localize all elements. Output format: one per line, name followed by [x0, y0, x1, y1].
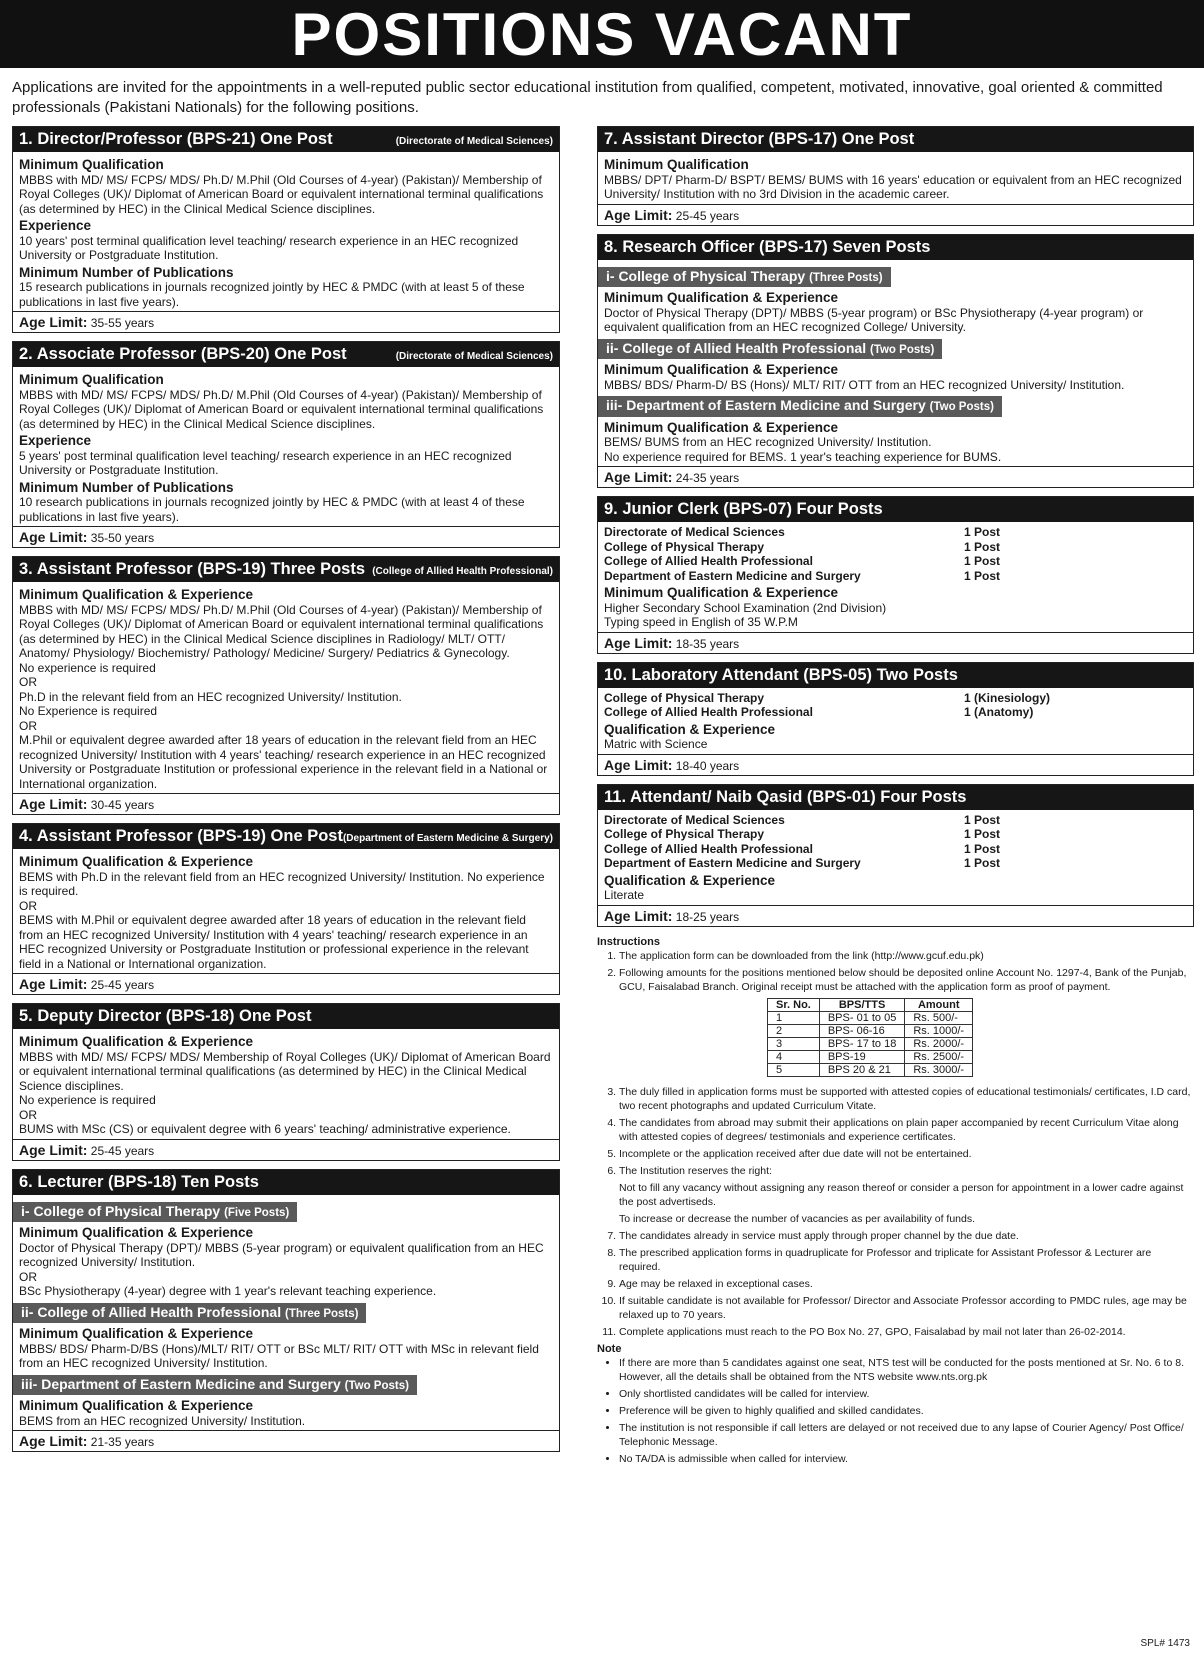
paragraph: Ph.D in the relevant field from an HEC recognized University/ Institution.	[19, 689, 402, 704]
unit-name: ii- College of Allied Health Professional	[21, 1303, 282, 1320]
unit: Directorate of Medical Sciences	[604, 812, 785, 827]
age-limit-label: Age Limit:	[604, 907, 673, 924]
instruction-subitem: To increase or decrease the number of vacancies as per availability of funds.	[619, 1212, 976, 1225]
section-body	[13, 582, 559, 793]
paragraph: OR	[19, 898, 37, 913]
unit-posts: (Three Posts)	[809, 271, 883, 284]
count: 1 Post	[964, 554, 1001, 568]
note-item-text: Only shortlisted candidates will be called for interview.	[619, 1387, 870, 1400]
fee-row	[768, 1063, 973, 1076]
section-title: 8. Research Officer (BPS-17) Seven Posts	[604, 237, 931, 256]
instructions-title: Instructions	[597, 935, 660, 948]
age-limit	[598, 632, 1193, 653]
section-body	[13, 1029, 559, 1139]
age-limit	[13, 973, 559, 994]
section-title: 2. Associate Professor (BPS-20) One Post	[19, 345, 347, 363]
position-section	[597, 662, 1194, 776]
subheading: Minimum Number of Publications	[19, 479, 234, 495]
unit-label	[13, 1202, 297, 1223]
section-title: 9. Junior Clerk (BPS-07) Four Posts	[604, 500, 883, 518]
subheading: Minimum Qualification & Experience	[604, 362, 839, 377]
paragraph: No experience required for BEMS. 1 year's teaching experience for BUMS.	[604, 449, 1002, 464]
allocation-row	[604, 813, 1187, 828]
subheading: Minimum Qualification	[19, 372, 164, 387]
unit: Directorate of Medical Sciences	[604, 525, 785, 539]
unit: College of Allied Health Professional	[604, 554, 813, 568]
unit-label	[13, 1303, 366, 1324]
paragraph: Doctor of Physical Therapy (DPT)/ MBBS (5-year program) or BSc Physiotherapy (4-year program) or equivalent qualification from an HEC recognized College/ University.	[604, 305, 1144, 334]
section-title: 3. Assistant Professor (BPS-19) Three Posts	[19, 560, 366, 578]
unit-name: i- College of Physical Therapy	[21, 1202, 221, 1219]
instruction-item-text: The candidates from abroad may submit their applications on plain paper accompanied by recent Curriculum Vitae along with attested copies of degrees/ testimonials and experience certificates.	[619, 1116, 1179, 1143]
paragraph: 5 years' post terminal qualification level teaching/ research experience in an HEC recognized University or Postgraduate Institution.	[19, 448, 512, 477]
age-limit-value: 18-40 years	[675, 758, 740, 773]
fee-cell: Rs. 1000/-	[905, 1024, 973, 1037]
fee-header: BPS/TTS	[819, 998, 905, 1011]
age-limit-value: 24-35 years	[675, 471, 740, 485]
section-department: (College of Allied Health Professional)	[372, 566, 553, 577]
paragraph: MBBS/ BDS/ Pharm-D/ BS (Hons)/ MLT/ RIT/ OTT from an HEC recognized University/ Institution.	[604, 377, 1125, 392]
note-item	[619, 1421, 1194, 1449]
instruction-item	[619, 1085, 1194, 1113]
instruction-item-text: The Institution reserves the right:	[619, 1164, 772, 1177]
fee-cell: 3	[768, 1037, 820, 1050]
instruction-item	[619, 1116, 1194, 1144]
instruction-item-text: If suitable candidate is not available for Professor/ Director and Associate Professor according to PMDC rules, age may be relaxed up to 70 years.	[619, 1294, 1187, 1321]
fee-cell: 1	[768, 1011, 820, 1024]
subheading: Minimum Qualification	[19, 157, 164, 172]
count: 1 (Anatomy)	[964, 705, 1034, 719]
instruction-item	[619, 1294, 1194, 1322]
note-item	[619, 1356, 1194, 1384]
allocation-row	[604, 856, 1187, 871]
subheading: Experience	[19, 433, 92, 448]
allocation-row	[604, 525, 1187, 540]
paragraph: MBBS with MD/ MS/ FCPS/ MDS/ Ph.D/ M.Phil (Old Courses of 4-year) (Pakistan)/ Membership of Royal Colleges (UK)/ Diplomat of American Board or equivalent international terminal qualifications (as determined by HEC) in the Clinical Medical Science disciplines.	[19, 172, 544, 216]
subheading: Minimum Qualification	[604, 157, 749, 172]
fee-header-row	[768, 998, 973, 1011]
paragraph: BUMS with MSc (CS) or equivalent degree with 6 years' teaching/ administrative experience.	[19, 1122, 511, 1136]
paragraph: No experience is required	[19, 1093, 156, 1107]
section-header	[13, 1170, 559, 1195]
unit-label-wrap	[604, 392, 1187, 418]
instruction-item-text: Following amounts for the positions mentioned below should be deposited online Account No. 1297-4, Bank of the Punjab, GCU, Faisalabad Branch. Original receipt must be attached with the application form as proof of payment.	[619, 966, 1187, 993]
paragraph: BEMS from an HEC recognized University/ Institution.	[19, 1413, 306, 1428]
fee-header: Sr. No.	[768, 998, 820, 1011]
instruction-item-text: Incomplete or the application received after due date will not be entertained.	[619, 1147, 972, 1160]
subheading: Minimum Qualification & Experience	[604, 290, 839, 305]
fee-cell: BPS- 01 to 05	[819, 1011, 905, 1024]
subheading: Experience	[19, 218, 92, 233]
fee-cell: BPS- 06-16	[819, 1024, 905, 1037]
paragraph: MBBS with MD/ MS/ FCPS/ MDS/ Ph.D/ M.Phil (Old Courses of 4-year) (Pakistan)/ Membership of Royal Colleges (UK)/ Diplomat of American Board or equivalent international terminal qualifications (as determined by HEC) in the Clinical Medical Science disciplines in Radiology/ MLT/ OTT/ Anatomy/ Physiology/ Biochemistry/ Pathology/ Medicine/ Surgery/ Pediatrics & Gynecology.	[19, 602, 544, 660]
unit-name: iii- Department of Eastern Medicine and Surgery	[21, 1375, 341, 1392]
age-limit-label: Age Limit:	[604, 756, 673, 773]
position-section	[597, 234, 1194, 489]
age-limit	[13, 526, 559, 547]
age-limit-value: 30-45 years	[90, 798, 155, 812]
instruction-item	[619, 1246, 1194, 1274]
paragraph: BEMS/ BUMS from an HEC recognized University/ Institution.	[604, 435, 932, 449]
count: 1 Post	[964, 568, 1001, 583]
age-limit	[598, 905, 1193, 926]
position-section	[12, 1169, 560, 1453]
section-header	[598, 497, 1193, 522]
unit: College of Allied Health Professional	[604, 705, 813, 719]
section-header	[598, 663, 1193, 688]
instructions-list-b	[597, 1085, 1194, 1226]
age-limit-label: Age Limit:	[19, 314, 88, 330]
section-header	[13, 557, 559, 582]
section-body	[13, 1195, 559, 1431]
instructions	[597, 935, 1194, 1466]
paragraph: OR	[19, 1269, 37, 1284]
paragraph: OR	[19, 675, 37, 689]
fee-header: Amount	[905, 998, 973, 1011]
unit-name: ii- College of Allied Health Professional	[606, 339, 867, 356]
fee-cell: BPS 20 & 21	[819, 1063, 905, 1076]
unit: College of Physical Therapy	[604, 690, 765, 705]
count: 1 Post	[964, 539, 1001, 554]
age-limit-label: Age Limit:	[19, 976, 88, 992]
age-limit-label: Age Limit:	[19, 796, 88, 812]
paragraph: MBBS with MD/ MS/ FCPS/ MDS/ Ph.D/ M.Phil (Old Courses of 4-year) (Pakistan)/ Membership of Royal Colleges (UK)/ Diplomat of American Board or equivalent international terminal qualifications (as determined by HEC) in the Clinical Medical Science disciplines.	[19, 387, 544, 431]
notes-list	[597, 1356, 1194, 1466]
reference-number: SPL# 1473	[1140, 1638, 1190, 1649]
note-item-text: No TA/DA is admissible when called for interview.	[619, 1452, 848, 1465]
fee-row	[768, 1011, 973, 1024]
paragraph: No experience is required	[19, 660, 156, 675]
age-limit	[13, 1430, 559, 1451]
note-item	[619, 1452, 1194, 1466]
subheading: Qualification & Experience	[604, 721, 776, 737]
unit: College of Physical Therapy	[604, 827, 765, 841]
subheading: Minimum Qualification & Experience	[604, 585, 839, 600]
note-item-text: If there are more than 5 candidates against one seat, NTS test will be conducted for the posts mentioned at Sr. No. 6 to 8. However, all the details shall be obtained from the NTS website www.nts.org.pk	[619, 1356, 1184, 1383]
post-allocation	[604, 813, 1187, 871]
unit-label	[13, 1375, 417, 1396]
age-limit	[598, 754, 1193, 775]
unit-label-wrap	[604, 335, 1187, 361]
position-section	[12, 1003, 560, 1161]
section-department: (Directorate of Medical Sciences)	[395, 136, 553, 147]
paragraph: Doctor of Physical Therapy (DPT)/ MBBS (5-year program) or equivalent qualification from an HEC recognized University/ Institution.	[19, 1240, 544, 1269]
position-section	[597, 784, 1194, 927]
unit-label	[598, 396, 1002, 417]
section-department: (Directorate of Medical Sciences)	[395, 351, 553, 362]
unit-label-wrap	[19, 1299, 553, 1325]
page-title: POSITIONS VACANT	[0, 0, 1204, 68]
subheading: Minimum Qualification & Experience	[19, 1326, 254, 1341]
left-column	[12, 126, 560, 1460]
instruction-item-text: Age may be relaxed in exceptional cases.	[619, 1277, 813, 1290]
paragraph: MBBS with MD/ MS/ FCPS/ MDS/ Membership of Royal Colleges (UK)/ Diplomat of American Board or equivalent international terminal qualifications (as determined by HEC) in the Clinical Medical Science disciplines.	[19, 1049, 551, 1093]
position-section	[12, 823, 560, 995]
fee-cell: 4	[768, 1050, 820, 1063]
section-title: 7. Assistant Director (BPS-17) One Post	[604, 130, 915, 148]
section-body	[13, 849, 559, 973]
instruction-item	[619, 1147, 1194, 1161]
instruction-item-text: The candidates already in service must apply through proper channel by the due date.	[619, 1229, 1019, 1242]
instruction-item-text: Complete applications must reach to the PO Box No. 27, GPO, Faisalabad by mail not later than 26-02-2014.	[619, 1325, 1126, 1338]
paragraph: Matric with Science	[604, 737, 708, 751]
unit: College of Physical Therapy	[604, 539, 765, 554]
unit-label	[598, 267, 891, 288]
instruction-subitem: Not to fill any vacancy without assigning any reason thereof or consider a person for appointment in a lower cadre against the post advertiseds.	[619, 1181, 1184, 1208]
instruction-item-text: The prescribed application forms in quadruplicate for Professor and triplicate for Assistant Professor & Lecturer are required.	[619, 1246, 1152, 1273]
position-section	[597, 126, 1194, 226]
age-limit-label: Age Limit:	[19, 1433, 88, 1449]
section-body	[598, 810, 1193, 905]
fee-cell: Rs. 500/-	[905, 1011, 973, 1024]
instruction-item	[619, 1229, 1194, 1243]
section-header	[13, 1004, 559, 1029]
age-limit	[13, 311, 559, 332]
paragraph: Literate	[604, 888, 645, 902]
fee-table	[767, 998, 973, 1077]
instruction-item	[619, 949, 1194, 963]
section-title: 10. Laboratory Attendant (BPS-05) Two Posts	[604, 665, 958, 684]
allocation-row	[604, 554, 1187, 569]
allocation-row	[604, 705, 1187, 720]
fee-cell: Rs. 3000/-	[905, 1063, 973, 1076]
section-header	[598, 235, 1193, 260]
fee-cell: BPS- 17 to 18	[819, 1037, 905, 1050]
paragraph: 15 research publications in journals recognized jointly by HEC & PMDC (with at least 5 of these publications in last five years).	[19, 280, 525, 309]
fee-cell: Rs. 2000/-	[905, 1037, 973, 1050]
unit-label-wrap	[604, 263, 1187, 289]
instruction-item-text: The application form can be downloaded from the link (http://www.gcuf.edu.pk)	[619, 949, 984, 962]
age-limit-value: 25-45 years	[90, 1143, 155, 1158]
note-item-text: Preference will be given to highly qualified and skilled candidates.	[619, 1404, 924, 1417]
count: 1 Post	[964, 812, 1001, 827]
age-limit-value: 18-25 years	[675, 909, 740, 924]
post-allocation	[604, 691, 1187, 720]
note-item	[619, 1404, 1194, 1418]
instruction-item	[619, 1164, 1194, 1226]
allocation-row	[604, 827, 1187, 842]
allocation-row	[604, 540, 1187, 555]
unit-posts: (Two Posts)	[344, 1379, 409, 1392]
count: 1 Post	[964, 856, 1001, 870]
age-limit	[598, 466, 1193, 487]
paragraph: BEMS with M.Phil or equivalent degree awarded after 18 years of education in the relevant field from an HEC recognized University/ Institution with 4 years' teaching/ research experience in an HEC recognized University or Postgraduate Institution or professional experience in the relevant field in a National or International organization.	[19, 913, 529, 971]
subheading: Minimum Qualification & Experience	[19, 587, 254, 602]
paragraph: MBBS/ BDS/ Pharm-D/BS (Hons)/MLT/ RIT/ OTT or BSc MLT/ RIT/ OTT with MSc in relevant field from an HEC recognized University/ Institution.	[19, 1341, 539, 1370]
paragraph: OR	[19, 1107, 37, 1122]
subheading: Minimum Number of Publications	[19, 264, 234, 280]
note-item-text: The institution is not responsible if call letters are delayed or not received due to any lapse of Courier Agency/ Post Office/ Telephonic Message.	[619, 1421, 1184, 1448]
count: 1 Post	[964, 841, 1001, 856]
unit-posts: (Two Posts)	[929, 401, 994, 413]
instruction-item	[619, 966, 1194, 994]
age-limit-label: Age Limit:	[19, 1141, 88, 1158]
right-column	[597, 126, 1194, 1469]
allocation-row	[604, 842, 1187, 857]
age-limit-label: Age Limit:	[604, 469, 673, 485]
unit-posts: (Two Posts)	[869, 343, 935, 356]
fee-row	[768, 1050, 973, 1063]
unit-name: iii- Department of Eastern Medicine and Surgery	[606, 397, 926, 413]
age-limit	[598, 204, 1193, 225]
age-limit-value: 18-35 years	[675, 636, 740, 651]
paragraph: BEMS with Ph.D in the relevant field from an HEC recognized University/ Institution. No experience is required.	[19, 869, 545, 898]
position-section	[597, 496, 1194, 654]
position-section	[12, 556, 560, 815]
paragraph: 10 research publications in journals recognized jointly by HEC & PMDC (with at least 4 of these publications in last five years).	[19, 495, 525, 524]
unit-label-wrap	[19, 1198, 553, 1224]
position-section	[12, 341, 560, 548]
section-title: 1. Director/Professor (BPS-21) One Post	[19, 130, 333, 148]
section-body	[598, 522, 1193, 632]
count: 1 Post	[964, 827, 1001, 841]
intro-text: Applications are invited for the appointments in a well-reputed public sector educational institution from qualified, competent, motivated, innovative, goal oriented & committed professionals (Pakistani Nationals) for the following positions.	[12, 79, 1163, 116]
subheading: Minimum Qualification & Experience	[19, 1398, 254, 1413]
subheading: Minimum Qualification & Experience	[19, 1225, 254, 1240]
section-title: 11. Attendant/ Naib Qasid (BPS-01) Four Posts	[604, 787, 967, 806]
subheading: Minimum Qualification & Experience	[19, 1034, 254, 1049]
note-title: Note	[597, 1342, 622, 1355]
section-header	[598, 785, 1193, 810]
count: 1 Post	[964, 525, 1001, 539]
fee-cell: 5	[768, 1063, 820, 1076]
paragraph: BSc Physiotherapy (4-year) degree with 1 year's relevant teaching experience.	[19, 1284, 437, 1298]
age-limit-value: 25-45 years	[90, 978, 155, 992]
unit: Department of Eastern Medicine and Surgery	[604, 856, 861, 870]
instruction-item-text: The duly filled in application forms must be supported with attested copies of educational testimonials/ certificates, I.D card, two recent photographs and updated Curriculum Vitate.	[619, 1085, 1191, 1112]
instructions-list-c	[597, 1229, 1194, 1339]
fee-row	[768, 1024, 973, 1037]
unit: Department of Eastern Medicine and Surgery	[604, 568, 861, 583]
age-limit-label: Age Limit:	[604, 206, 673, 223]
age-limit-value: 35-55 years	[90, 316, 155, 330]
paragraph: M.Phil or equivalent degree awarded after 18 years of education in the relevant field from an HEC recognized University/ Institution with 4 years' teaching/ research experience in an HEC recognized University or Postgraduate Institution or professional experience in the relevant field in a National or International organization.	[19, 733, 548, 791]
unit: College of Allied Health Professional	[604, 841, 813, 856]
fee-cell: Rs. 2500/-	[905, 1050, 973, 1063]
paragraph: No Experience is required	[19, 704, 158, 718]
section-title: 4. Assistant Professor (BPS-19) One Post	[19, 827, 343, 845]
unit-name: i- College of Physical Therapy	[606, 267, 806, 284]
section-title: 6. Lecturer (BPS-18) Ten Posts	[19, 1172, 259, 1191]
instruction-item	[619, 1325, 1194, 1339]
section-body	[598, 152, 1193, 204]
section-body	[13, 152, 559, 311]
age-limit-value: 21-35 years	[90, 1435, 155, 1449]
note-item	[619, 1387, 1194, 1401]
section-body	[13, 367, 559, 526]
section-header	[13, 127, 559, 152]
paragraph: OR	[19, 718, 37, 733]
age-limit-label: Age Limit:	[19, 529, 88, 545]
unit-posts: (Five Posts)	[224, 1206, 290, 1219]
right-sections	[597, 126, 1194, 927]
allocation-row	[604, 691, 1187, 706]
paragraph: 10 years' post terminal qualification level teaching/ research experience in an HEC recognized University or Postgraduate Institution.	[19, 233, 519, 262]
age-limit-value: 35-50 years	[90, 531, 155, 545]
section-body	[598, 688, 1193, 754]
section-header	[13, 824, 559, 849]
unit-posts: (Three Posts)	[284, 1307, 359, 1320]
paragraph: Higher Secondary School Examination (2nd Division)	[604, 600, 887, 615]
post-allocation	[604, 525, 1187, 583]
count: 1 (Kinesiology)	[964, 690, 1051, 705]
section-title: 5. Deputy Director (BPS-18) One Post	[19, 1007, 312, 1025]
subheading: Minimum Qualification & Experience	[604, 419, 839, 435]
unit-label	[598, 339, 942, 360]
section-body	[598, 260, 1193, 467]
fee-cell: BPS-19	[819, 1050, 905, 1063]
section-header	[13, 342, 559, 367]
subheading: Minimum Qualification & Experience	[19, 854, 254, 869]
unit-label-wrap	[19, 1371, 553, 1397]
subheading: Qualification & Experience	[604, 872, 776, 888]
paragraph: Typing speed in English of 35 W.P.M	[604, 615, 798, 629]
age-limit-value: 25-45 years	[675, 208, 740, 223]
age-limit-label: Age Limit:	[604, 634, 673, 651]
age-limit	[13, 1139, 559, 1160]
fee-row	[768, 1037, 973, 1050]
section-department: (Department of Eastern Medicine & Surgery)	[342, 833, 554, 844]
age-limit	[13, 793, 559, 814]
fee-cell: 2	[768, 1024, 820, 1037]
instructions-list-a	[597, 949, 1194, 994]
paragraph: MBBS/ DPT/ Pharm-D/ BSPT/ BEMS/ BUMS with 16 years' education or equivalent from an HEC recognized University/ Institution with no 3rd Division in the academic career.	[604, 172, 1182, 201]
allocation-row	[604, 569, 1187, 584]
section-header	[598, 127, 1193, 152]
instruction-item	[619, 1277, 1194, 1291]
position-section	[12, 126, 560, 333]
